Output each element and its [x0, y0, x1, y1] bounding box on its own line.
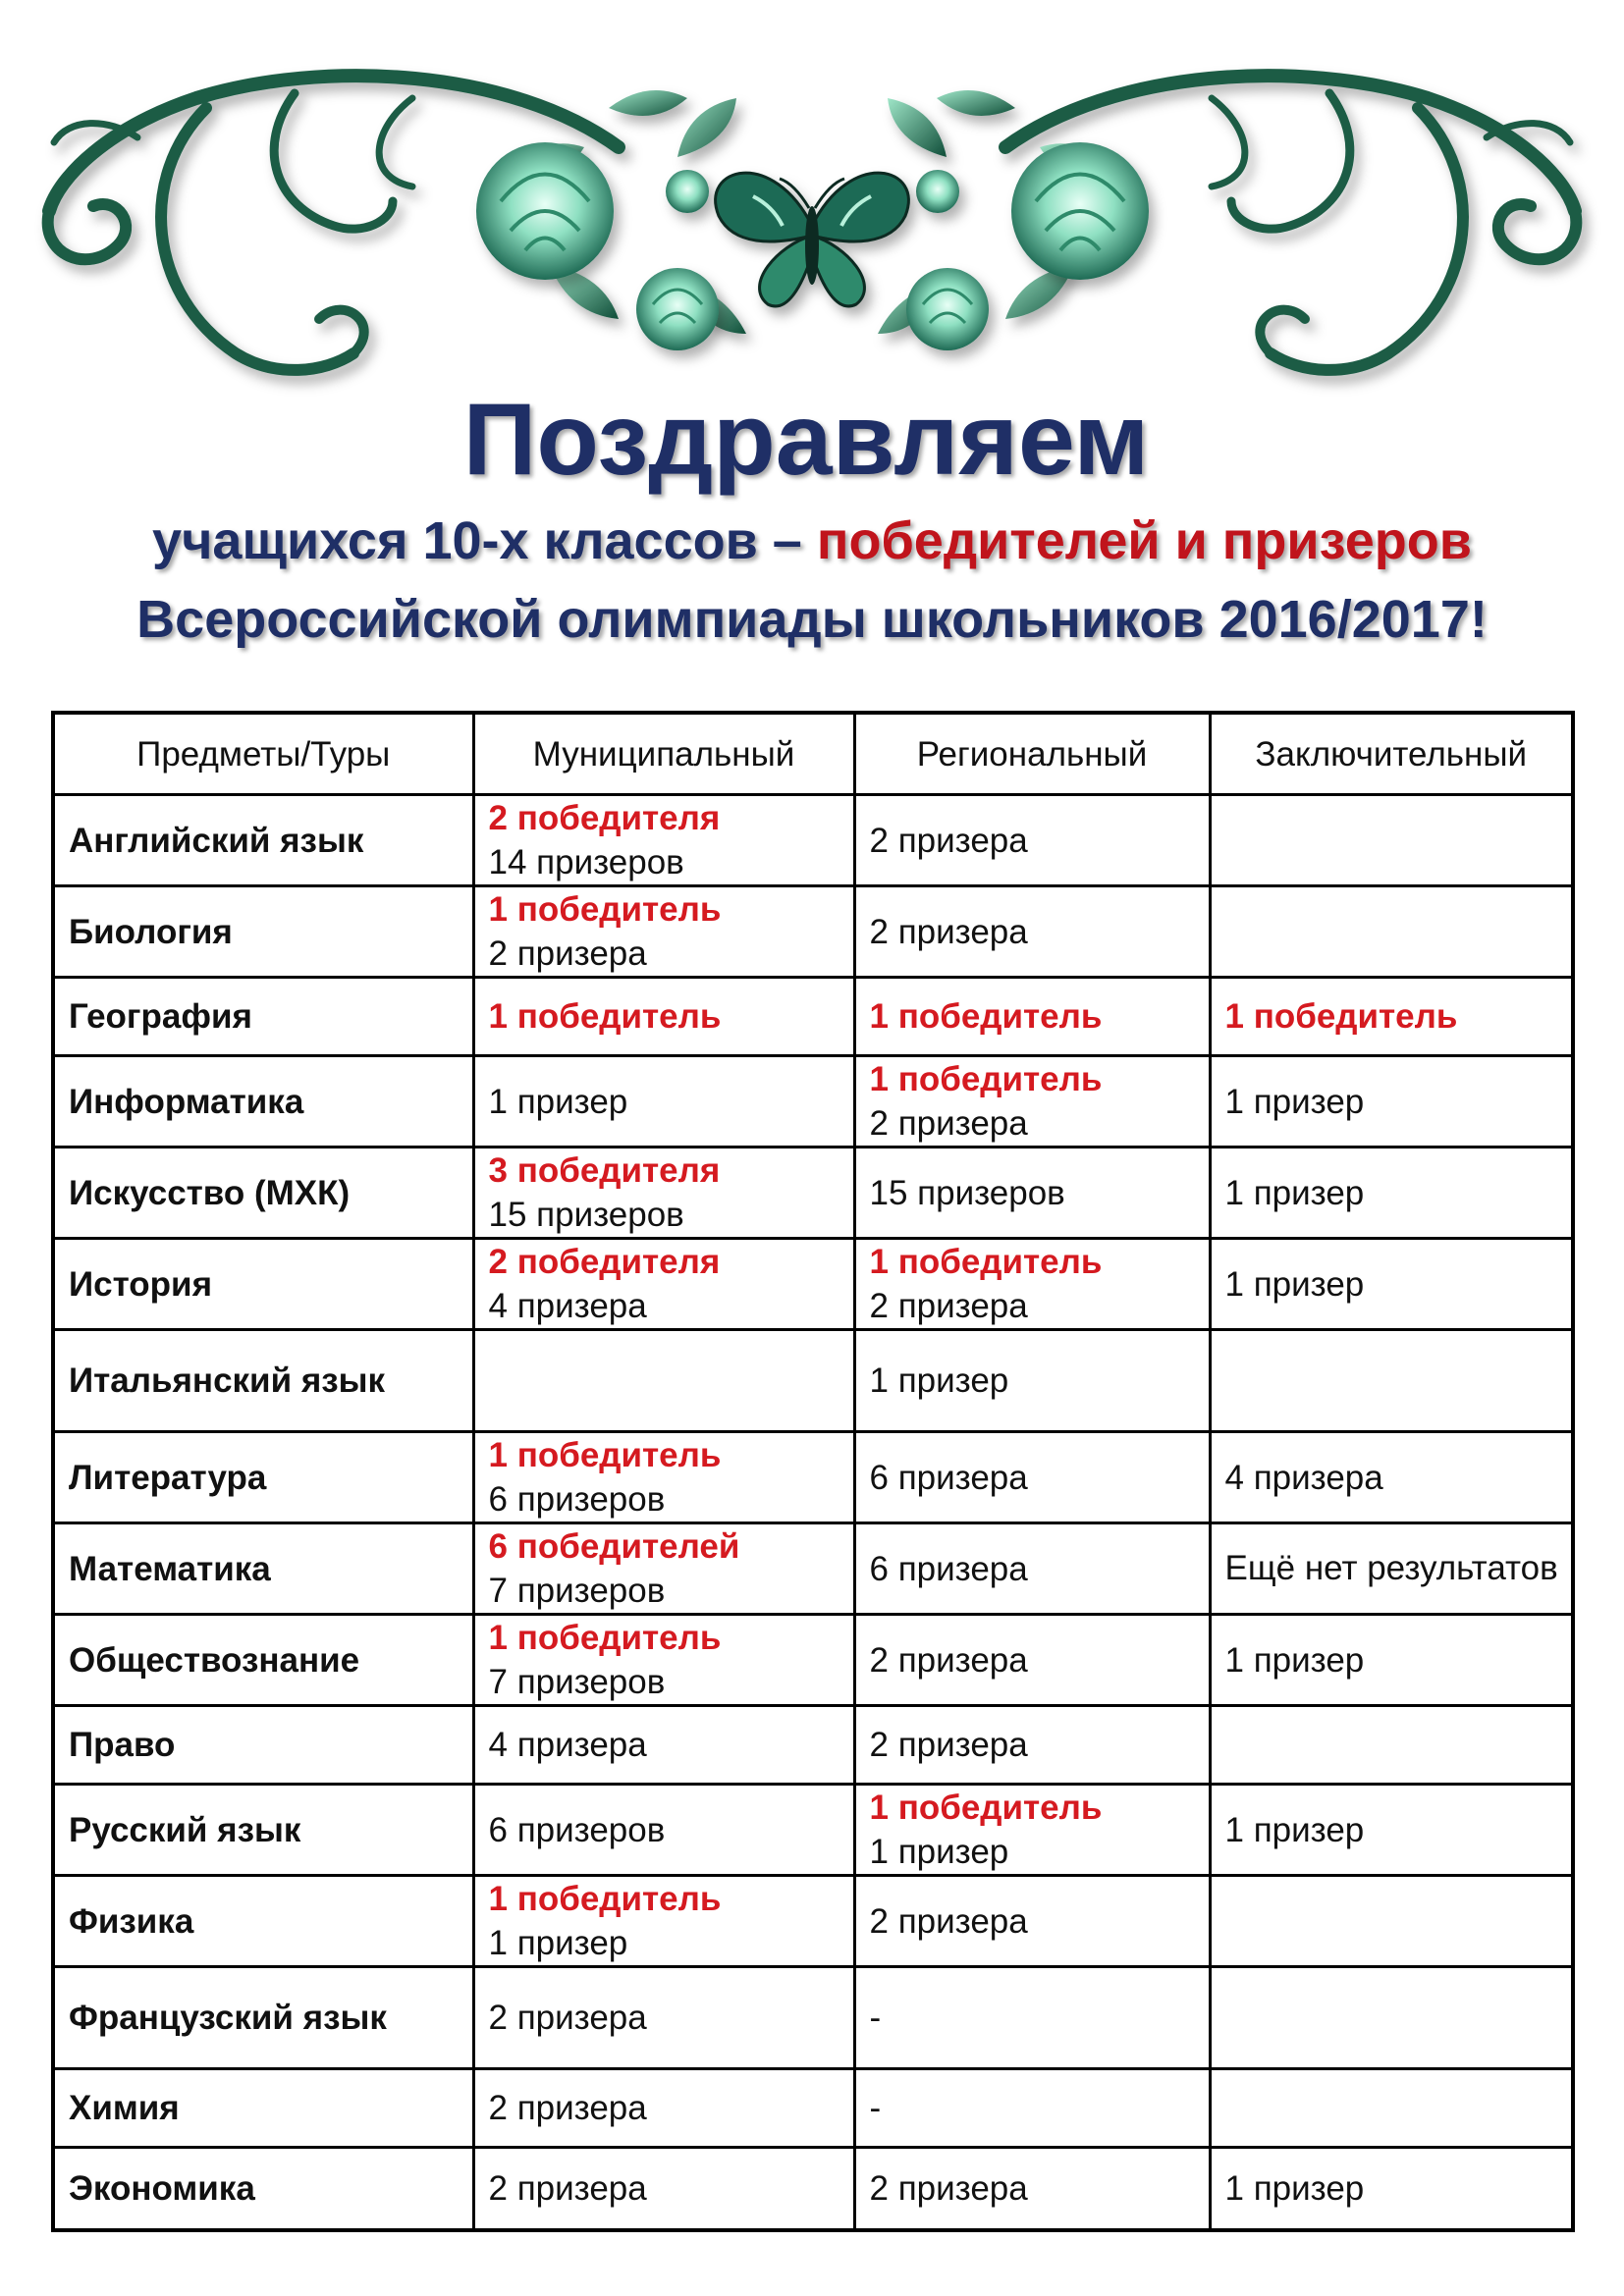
prizes-text: 2 призера: [488, 1999, 647, 2037]
column-header-final: Заключительный: [1210, 713, 1573, 795]
subject-cell: Химия: [53, 2069, 473, 2148]
results-table: [51, 711, 1575, 2232]
winners-text: 1 победитель: [869, 997, 1103, 1036]
final-cell: [1210, 1148, 1573, 1239]
table-row: [53, 978, 1573, 1056]
prizes-text: 2 призера: [869, 1726, 1028, 1764]
subject-cell: Информатика: [53, 1056, 473, 1148]
prizes-text: 2 призера: [869, 912, 1028, 951]
subject-cell: Английский язык: [53, 795, 473, 886]
table-row: [53, 795, 1573, 886]
prizes-text: 1 призер: [1224, 1264, 1365, 1304]
regional-cell: [854, 1876, 1210, 1967]
winners-text: 1 победитель: [1224, 997, 1458, 1036]
final-cell: [1210, 978, 1573, 1056]
municipal-cell: [473, 978, 854, 1056]
prizes-text: 1 призер: [869, 1833, 1009, 1871]
prizes-text: 2 призера: [488, 934, 647, 973]
table-row: [53, 1432, 1573, 1523]
final-cell: [1210, 1785, 1573, 1876]
table-row: [53, 886, 1573, 978]
subject-cell: Литература: [53, 1432, 473, 1523]
subject-cell: Физика: [53, 1876, 473, 1967]
municipal-cell: [473, 1876, 854, 1967]
final-cell: [1210, 1239, 1573, 1330]
winners-text: 1 победитель: [488, 1436, 722, 1474]
winners-text: 1 победитель: [869, 1243, 1103, 1281]
municipal-cell: [473, 1239, 854, 1330]
prizes-text: 6 призеров: [488, 1480, 666, 1519]
column-header-subjects: Предметы/Туры: [53, 713, 473, 795]
prizes-text: 1 призер: [1224, 1082, 1365, 1121]
final-cell: [1210, 1967, 1573, 2069]
prizes-text: -: [869, 2089, 882, 2127]
final-cell: [1210, 1706, 1573, 1785]
table-row: [53, 1056, 1573, 1148]
prizes-text: -: [869, 1999, 882, 2037]
subject-cell: Искусство (МХК): [53, 1148, 473, 1239]
table-row: [53, 1330, 1573, 1432]
table-row: [53, 1785, 1573, 1876]
prizes-text: 1 призер: [1224, 2168, 1365, 2208]
final-cell: [1210, 1056, 1573, 1148]
regional-cell: [854, 886, 1210, 978]
final-cell: [1210, 1876, 1573, 1967]
winners-text: 2 победителя: [488, 799, 721, 837]
municipal-cell: [473, 1785, 854, 1876]
winners-text: 1 победитель: [488, 890, 722, 929]
subject-cell: Обществознание: [53, 1615, 473, 1706]
prizes-text: 6 призера: [869, 1549, 1028, 1588]
prizes-text: 2 призера: [869, 1640, 1028, 1680]
prizes-text: 2 призера: [869, 2168, 1028, 2208]
table-row: [53, 1967, 1573, 2069]
prizes-text: 2 призера: [488, 2168, 647, 2208]
subtitle-line-2: Всероссийской олимпиады школьников 2016/2017!: [136, 590, 1488, 649]
winners-text: 1 победитель: [488, 1880, 722, 1918]
prizes-text: 2 призера: [869, 1901, 1028, 1941]
prizes-text: 4 призера: [488, 1726, 647, 1764]
regional-cell: [854, 795, 1210, 886]
table-row: [53, 1523, 1573, 1615]
regional-cell: [854, 978, 1210, 1056]
prizes-text: 6 призеров: [488, 1810, 666, 1849]
municipal-cell: [473, 1432, 854, 1523]
prizes-text: Ещё нет результатов: [1224, 1549, 1558, 1587]
final-cell: [1210, 2069, 1573, 2148]
final-cell: [1210, 2148, 1573, 2230]
subject-cell: Французский язык: [53, 1967, 473, 2069]
prizes-text: 7 призеров: [488, 1663, 666, 1701]
regional-cell: [854, 1706, 1210, 1785]
winners-text: 1 победитель: [869, 1060, 1103, 1098]
table-row: [53, 1148, 1573, 1239]
municipal-cell: [473, 1967, 854, 2069]
subject-cell: География: [53, 978, 473, 1056]
subject-cell: Экономика: [53, 2148, 473, 2230]
final-cell: [1210, 1432, 1573, 1523]
table-row: [53, 1706, 1573, 1785]
table-row: [53, 1615, 1573, 1706]
prizes-text: 4 призера: [1224, 1458, 1383, 1497]
municipal-cell: [473, 2069, 854, 2148]
table-row: [53, 1239, 1573, 1330]
regional-cell: [854, 2069, 1210, 2148]
subtitle-students: учащихся 10-х классов –: [152, 511, 817, 570]
butterfly-icon: [716, 173, 909, 306]
prizes-text: 4 призера: [488, 1287, 647, 1325]
regional-cell: [854, 1615, 1210, 1706]
subject-cell: История: [53, 1239, 473, 1330]
municipal-cell: [473, 1706, 854, 1785]
prizes-text: 15 призеров: [488, 1196, 684, 1234]
winners-text: 3 победителя: [488, 1151, 721, 1190]
prizes-text: 1 призер: [869, 1362, 1009, 1400]
regional-cell: [854, 1523, 1210, 1615]
table-row: [53, 2069, 1573, 2148]
municipal-cell: [473, 886, 854, 978]
regional-cell: [854, 1330, 1210, 1432]
subject-cell: Итальянский язык: [53, 1330, 473, 1432]
regional-cell: [854, 1432, 1210, 1523]
winners-text: 2 победителя: [488, 1243, 721, 1281]
municipal-cell: [473, 1148, 854, 1239]
prizes-text: 14 призеров: [488, 843, 684, 881]
winners-text: 1 победитель: [488, 1619, 722, 1657]
regional-cell: [854, 1967, 1210, 2069]
municipal-cell: [473, 795, 854, 886]
municipal-cell: [473, 1615, 854, 1706]
column-header-regional: Региональный: [854, 713, 1210, 795]
municipal-cell: [473, 1523, 854, 1615]
winners-text: 6 победителей: [488, 1527, 740, 1566]
subject-cell: Математика: [53, 1523, 473, 1615]
table-header-row: [53, 713, 1573, 795]
table-row: [53, 1876, 1573, 1967]
prizes-text: 2 призера: [869, 821, 1028, 860]
prizes-text: 1 призер: [1224, 1173, 1365, 1212]
table-row: [53, 2148, 1573, 2230]
regional-cell: [854, 2148, 1210, 2230]
final-cell: [1210, 795, 1573, 886]
subject-cell: Биология: [53, 886, 473, 978]
regional-cell: [854, 1056, 1210, 1148]
subject-cell: Право: [53, 1706, 473, 1785]
prizes-text: 15 призеров: [869, 1173, 1065, 1212]
prizes-text: 2 призера: [488, 2089, 647, 2127]
prizes-text: 1 призер: [1224, 1640, 1365, 1680]
prizes-text: 1 призер: [488, 1924, 628, 1962]
column-header-municipal: Муниципальный: [473, 713, 854, 795]
prizes-text: 6 призера: [869, 1458, 1028, 1497]
winners-text: 1 победитель: [869, 1789, 1103, 1827]
page-title: Поздравляем: [462, 383, 1150, 497]
prizes-text: 2 призера: [869, 1287, 1028, 1325]
floral-ornament: [0, 39, 1624, 422]
regional-cell: [854, 1148, 1210, 1239]
prizes-text: 1 призер: [488, 1082, 628, 1121]
prizes-text: 7 призеров: [488, 1572, 666, 1610]
subtitle-winners: победителей и призеров: [816, 511, 1472, 570]
final-cell: [1210, 1330, 1573, 1432]
municipal-cell: [473, 1056, 854, 1148]
municipal-cell: [473, 2148, 854, 2230]
winners-text: 1 победитель: [488, 997, 722, 1036]
municipal-cell: [473, 1330, 854, 1432]
subtitle-line-1: [0, 508, 1624, 573]
final-cell: [1210, 886, 1573, 978]
final-cell: [1210, 1523, 1573, 1615]
subject-cell: Русский язык: [53, 1785, 473, 1876]
final-cell: [1210, 1615, 1573, 1706]
regional-cell: [854, 1785, 1210, 1876]
prizes-text: 2 призера: [869, 1104, 1028, 1143]
regional-cell: [854, 1239, 1210, 1330]
prizes-text: 1 призер: [1224, 1810, 1365, 1849]
